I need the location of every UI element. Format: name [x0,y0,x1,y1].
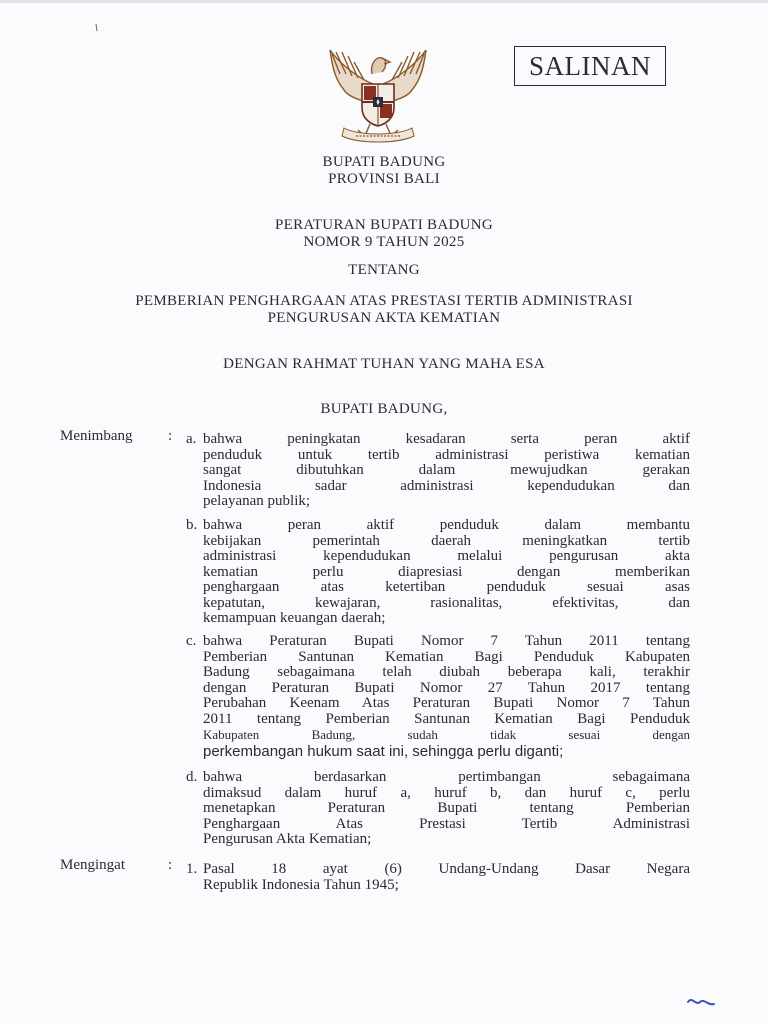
text-line: bahwa peningkatan kesadaran serta peran aktif [203,431,690,447]
text-line: kepatutan, kewajaran, rasionalitas, efektivitas, dan [203,594,690,611]
grace-label: DENGAN RAHMAT TUHAN YANG MAHA ESA [223,356,545,372]
about-heading [0,262,768,279]
text-line: Badung sebagaimana telah diubah beberapa kali, terakhir [203,664,690,680]
text-line: Perubahan Keenam Atas Peraturan Bupati Nomor 7 Tahun [203,695,690,711]
text-line: bahwa berdasarkan pertimbangan sebagaimana [203,769,690,785]
item-marker-d: d. [186,769,198,785]
grace-heading [0,356,768,373]
menimbang-colon: : [168,428,173,444]
text-line: Pemberian Santunan Kematian Bagi Penduduk Kabupaten [203,648,690,665]
scan-edge [0,0,768,3]
menimbang-item-a [203,432,690,510]
garuda-pancasila-emblem [318,44,438,146]
text-line: menetapkan Peraturan Bupati tentang Pemberian [203,800,690,816]
item-marker-b: b. [186,517,198,533]
salinan-label: SALINAN [529,50,651,81]
signatory-heading [0,401,768,418]
text-line: administrasi kependudukan melalui pengurusan akta [203,548,690,564]
paraf-mark [686,994,716,1010]
text-line: Penghargaan Atas Prestasi Tertib Administrasi [203,815,690,832]
mengingat-item-1 [203,862,690,893]
text-line: Republik Indonesia Tahun 1945; [203,876,399,893]
text-line: kematian perlu diapresiasi dengan memberikan [203,563,690,580]
text-line: dengan Peraturan Bupati Nomor 27 Tahun 2017 tentang [203,679,690,696]
text-line: perkembangan hukum saat ini, sehingga perlu diganti; [203,742,564,760]
text-line: kemampuan keuangan daerah; [203,610,386,626]
text-line: bahwa peran aktif penduduk dalam membantu [203,517,690,533]
text-line: Indonesia sadar administrasi kependudukan dan [203,477,690,494]
issuer-province: PROVINSI BALI [328,171,440,187]
subject-line-1: PEMBERIAN PENGHARGAAN ATAS PRESTASI TERTIB ADMINISTRASI [135,293,633,309]
regulation-number: NOMOR 9 TAHUN 2025 [303,234,465,250]
about-label: TENTANG [348,262,420,278]
mengingat-label: Mengingat [60,857,125,873]
text-line: kebijakan pemerintah daerah meningkatkan tertib [203,532,690,549]
subject-block [0,293,768,327]
scan-speck [94,24,100,32]
item-marker-c: c. [186,633,197,649]
issuer-office: BUPATI BADUNG [322,154,446,170]
menimbang-item-c [203,634,690,761]
issuer-block [0,154,768,188]
text-line: Kabupaten Badung, sudah tidak sesuai dengan [203,727,690,742]
mengingat-colon: : [168,857,173,873]
text-line: sangat dibutuhkan dalam mewujudkan gerakan [203,462,690,478]
text-line: 2011 tentang Pemberian Santunan Kematian Bagi Penduduk [203,710,690,727]
regulation-block [0,217,768,251]
menimbang-item-b [203,518,690,627]
text-line: Pasal 18 ayat (6) Undang-Undang Dasar Negara [203,861,690,877]
text-line: dimaksud dalam huruf a, huruf b, dan huruf c, perlu [203,784,690,801]
subject-line-2: PENGURUSAN AKTA KEMATIAN [267,310,501,326]
text-line: penghargaan atas ketertiban penduduk sesuai asas [203,579,690,595]
regulation-title: PERATURAN BUPATI BADUNG [274,217,494,233]
menimbang-label: Menimbang [60,428,133,444]
text-line: penduduk untuk tertib administrasi peristiwa kematian [203,446,690,463]
salinan-stamp [514,46,666,86]
item-marker-1: 1. [186,861,198,877]
menimbang-item-d [203,770,690,848]
item-marker-a: a. [186,431,197,447]
text-line: bahwa Peraturan Bupati Nomor 7 Tahun 2011 tentang [203,633,690,649]
text-line: Pengurusan Akta Kematian; [203,831,372,847]
text-line: pelayanan publik; [203,493,311,509]
signatory-label: BUPATI BADUNG, [320,401,448,417]
